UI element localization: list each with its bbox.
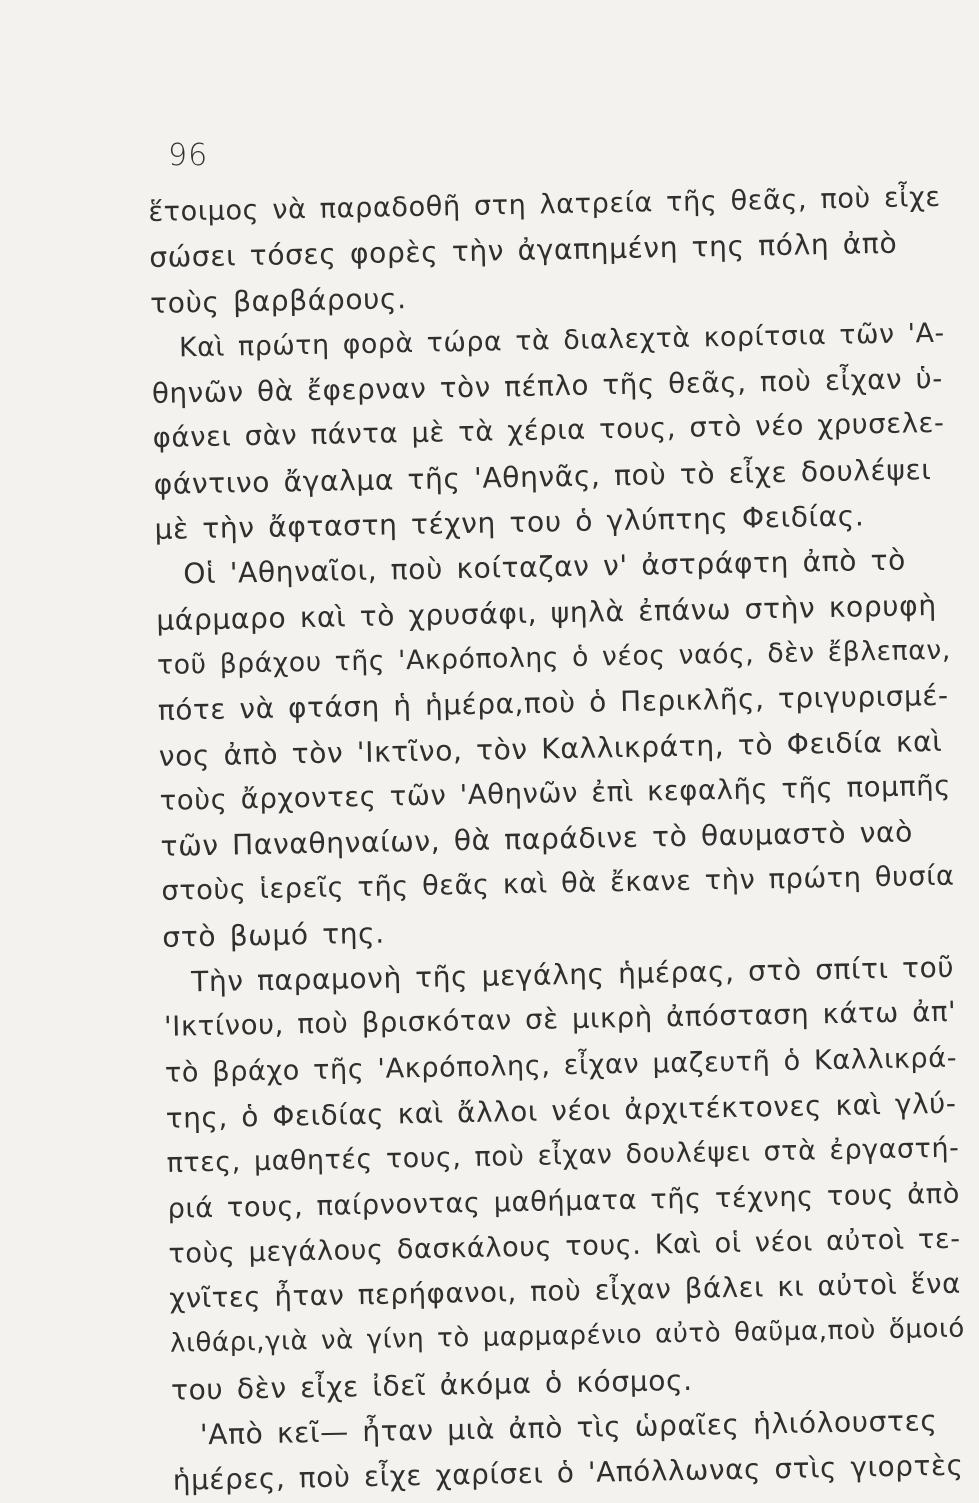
text-line: φάντινο ἄγαλμα τῆς 'Αθηνᾶς, ποὺ τὸ εἶχε δουλέψει bbox=[153, 452, 932, 501]
text-line: Καὶ πρώτη φορὰ τώρα τὰ διαλεχτὰ κορίτσια τῶν 'Α- bbox=[178, 317, 946, 364]
text-line: του δὲν εἶχε ἰδεῖ ἀκόμα ὁ κόσμος. bbox=[170, 1363, 693, 1407]
text-line: τῶν Παναθηναίων, θὰ παράδινε τὸ θαυμαστὸ ναὸ bbox=[160, 815, 914, 864]
body-text bbox=[148, 175, 973, 1503]
text-line: τοὺς μεγάλους δασκάλους τους. Καὶ οἱ νέοι αὐτοὶ τε- bbox=[168, 1223, 961, 1270]
text-line: νος ἀπὸ τὸν 'Ικτῖνο, τὸν Καλλικράτη, τὸ Φειδία καὶ bbox=[158, 724, 943, 773]
text-line: στοὺς ἱερεῖς τῆς θεᾶς καὶ θὰ ἔκανε τὴν πρώτη θυσία bbox=[161, 861, 955, 908]
text-line: 'Απὸ κεῖ— ἦταν μιὰ ἀπὸ τὶς ὡραῖες ἡλιόλουστες bbox=[199, 1404, 938, 1452]
text-line: τοὺς ἄρχοντες τῶν 'Αθηνῶν ἐπὶ κεφαλῆς τῆς πομπῆς bbox=[159, 770, 952, 817]
text-line: λιθάρι,γιὰ νὰ γίνη τὸ μαρμαρένιο αὐτὸ θαῦμα,ποὺ ὅμοιό bbox=[169, 1313, 966, 1360]
text-line: χνῖτες ἦταν περήφανοι, ποὺ εἶχαν βάλει κι αὐτοὶ ἕνα bbox=[168, 1267, 962, 1315]
text-line: τὸ βράχο τῆς 'Ακρόπολης, εἶχαν μαζευτῆ ὁ Καλλικρά- bbox=[164, 1042, 958, 1089]
text-line: φάνει σὰν πάντα μὲ τὰ χέρια τους, στὸ νέο χρυσελε- bbox=[152, 408, 945, 455]
text-line: Τὴν παραμονὴ τῆς μεγάλης ἡμέρας, στὸ σπίτι τοῦ bbox=[190, 950, 955, 999]
text-line: μάρμαρο καὶ τὸ χρυσάφι, ψηλὰ ἐπάνω στὴν κορυφὴ bbox=[155, 588, 937, 637]
page-number: 96 bbox=[168, 138, 209, 173]
text-line: θηνῶν θὰ ἔφερναν τὸν πέπλο τῆς θεᾶς, ποὺ εἶχαν ὑ- bbox=[151, 361, 944, 411]
text-line: πτες, μαθητές τους, ποὺ εἶχαν δουλέψει στὰ ἐργαστή- bbox=[166, 1132, 960, 1180]
text-line: Οἱ 'Αθηναῖοι, ποὺ κοίταζαν ν' ἀστράφτη ἀπὸ τὸ bbox=[183, 543, 907, 591]
text-line: ἡμέρες, ποὺ εἶχε χαρίσει ὁ 'Απόλλωνας στὶς γιορτὲς bbox=[172, 1448, 964, 1498]
text-line: 'Ικτίνου, ποὺ βρισκόταν σὲ μικρὴ ἀπόσταση κάτω ἀπ' bbox=[163, 995, 957, 1044]
text-line: μὲ τὴν ἄφταστη τέχνη του ὁ γλύπτης Φειδίας. bbox=[154, 499, 865, 547]
text-line: σώσει τόσες φορὲς τὴν ἀγαπημένη της πόλη ἀπὸ bbox=[148, 226, 898, 275]
text-line: πότε νὰ φτάση ἡ ἡμέρα,ποὺ ὁ Περικλῆς, τριγυρισμέ- bbox=[157, 678, 949, 728]
text-line: τοῦ βράχου τῆς 'Ακρόπολης ὁ νέος ναός, δὲν ἔβλεπαν, bbox=[156, 634, 952, 681]
text-line: της, ὁ Φειδίας καὶ ἄλλοι νέοι ἀρχιτέκτονες καὶ γλύ- bbox=[165, 1086, 957, 1135]
text-line: ριά τους, παίρνοντας μαθήματα τῆς τέχνης τους ἀπὸ bbox=[167, 1178, 961, 1225]
text-line: στὸ βωμό της. bbox=[162, 916, 386, 954]
text-line: τοὺς βαρβάρους. bbox=[149, 281, 407, 320]
text-line: ἕτοιμος νὰ παραδοθῆ στη λατρεία τῆς θεᾶς, ποὺ εἶχε bbox=[148, 181, 941, 228]
